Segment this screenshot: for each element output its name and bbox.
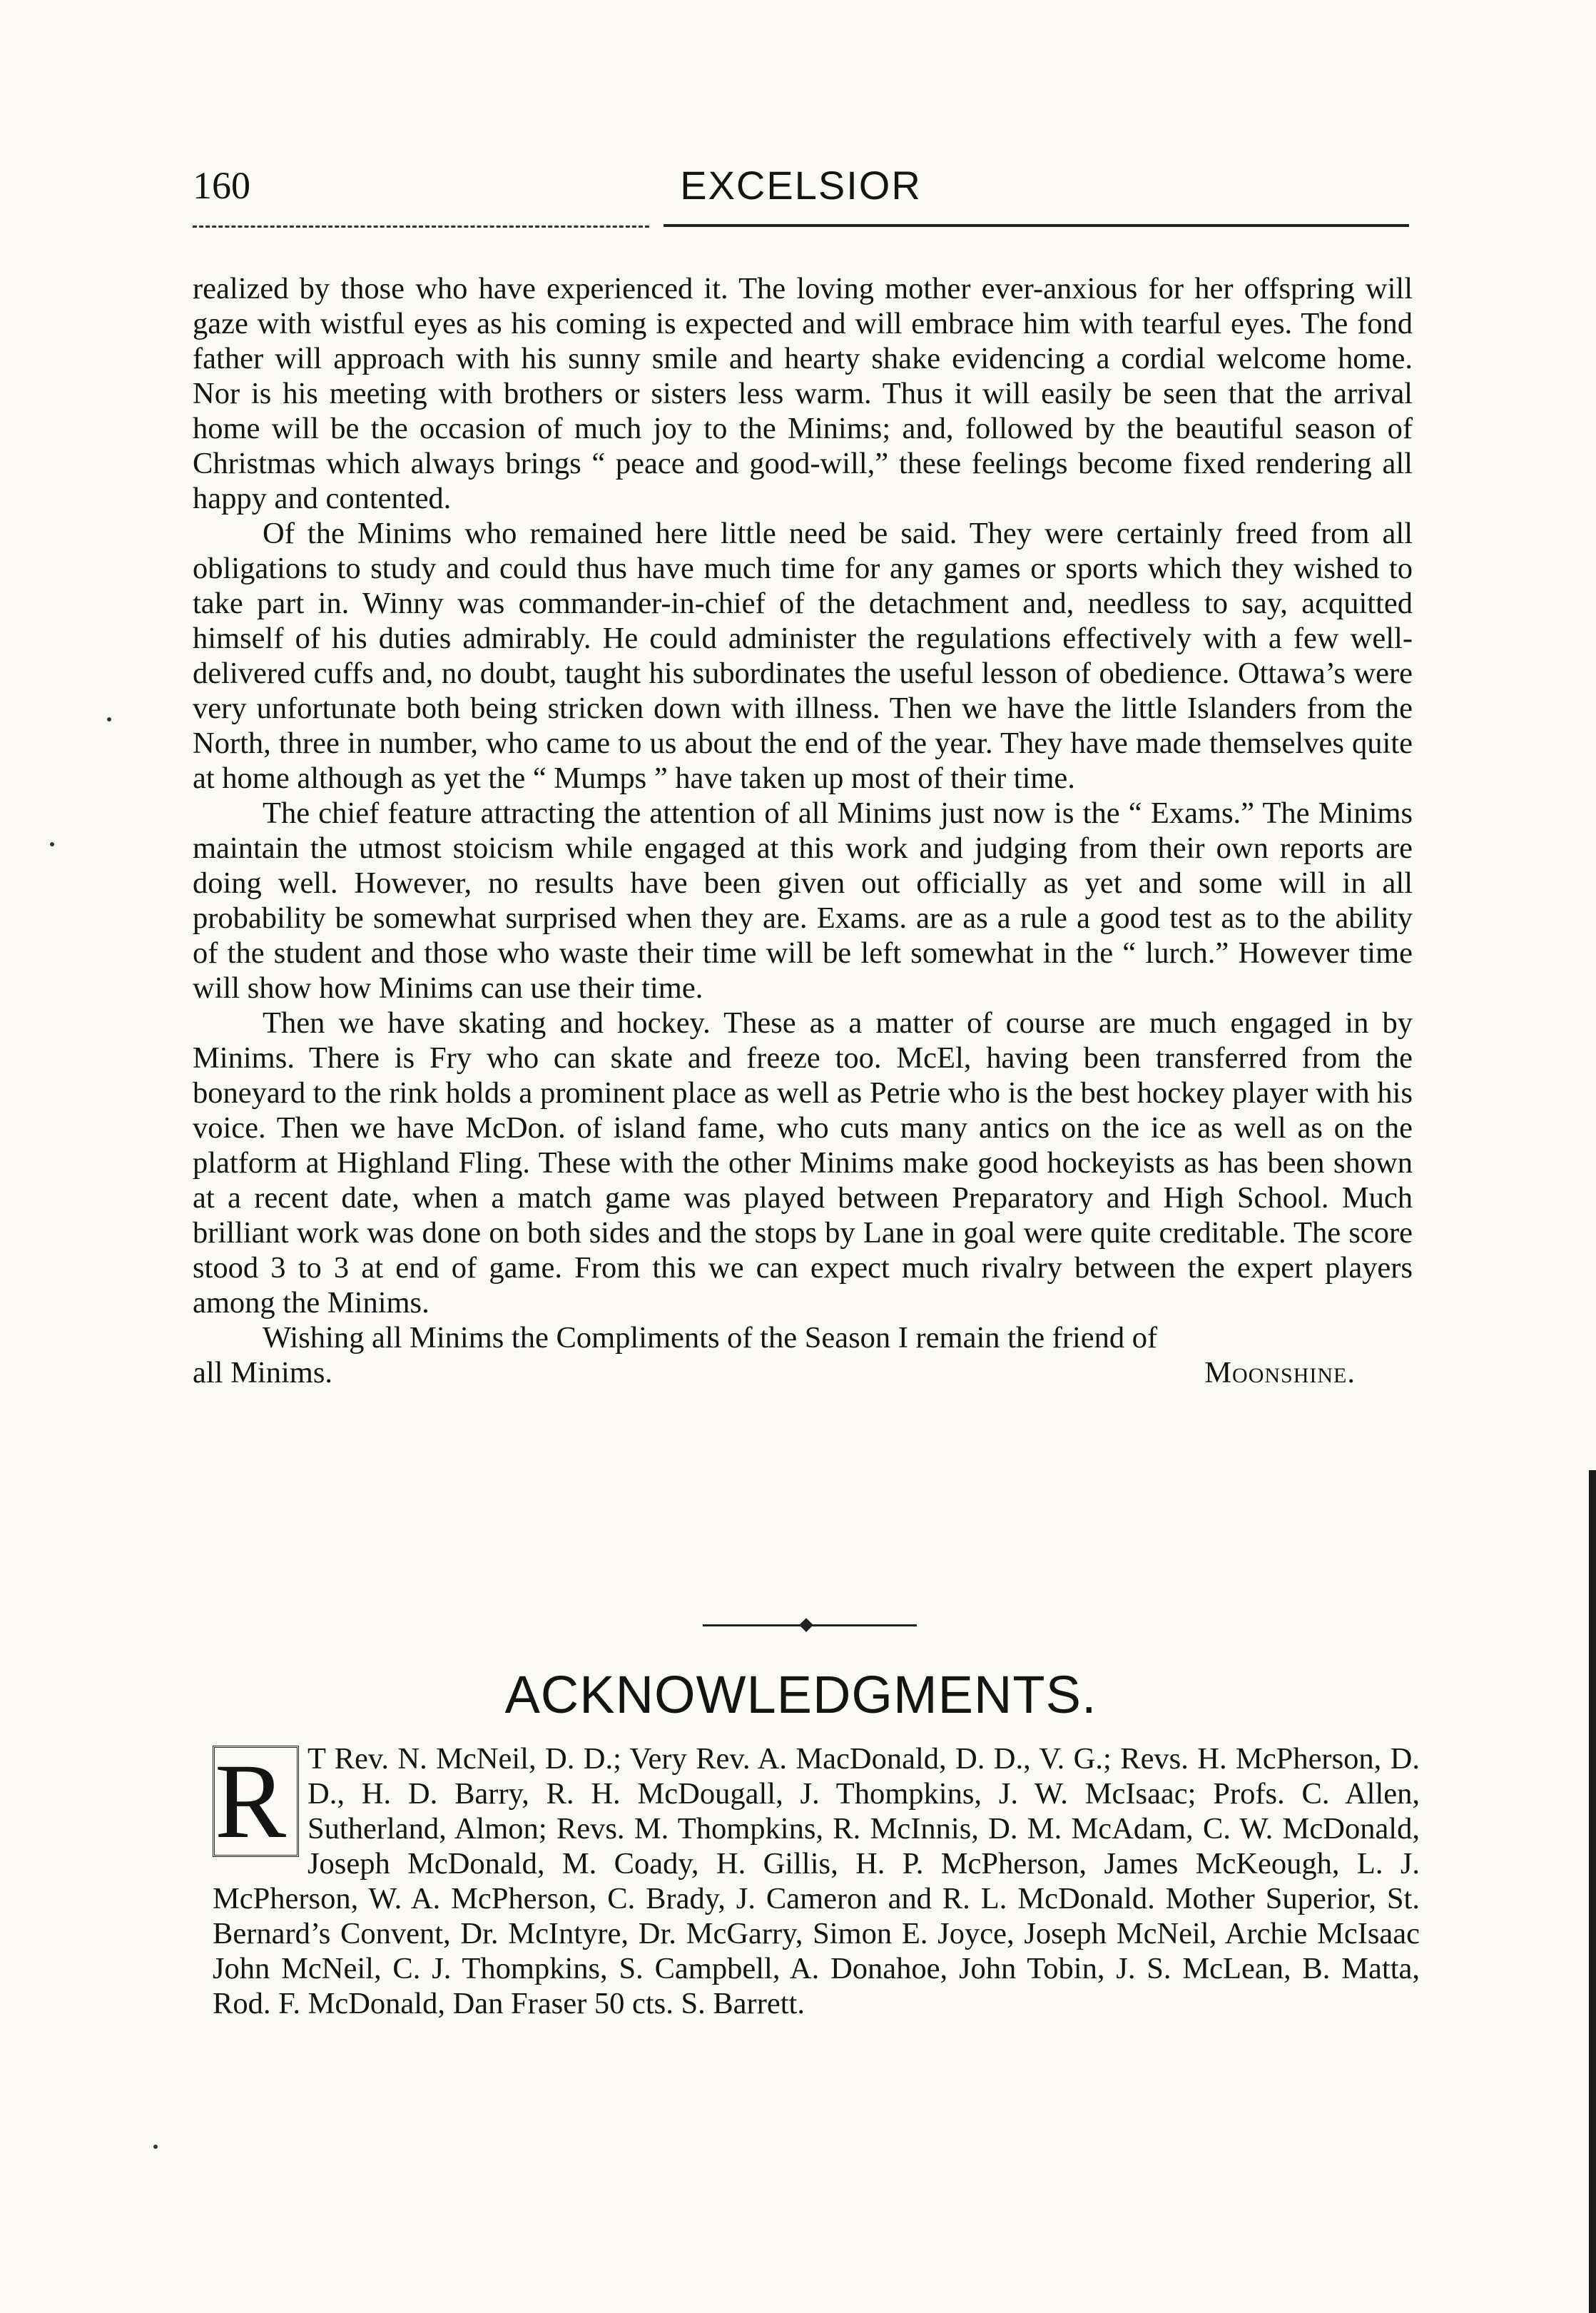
scan-edge-bar	[1589, 1470, 1596, 2313]
paragraph: Of the Minims who remained here little need be said. They were certainly freed from all obligations to study and could thus have much time for any games or sports which they wished to take part in. Winny was commander-in-chief of the detachment and, needless to say, acquitted himself of his duties admirably. He could administer the regulations effectively with a few well-delivered cuffs and, no doubt, taught his subordinates the useful lesson of obedience. Ottawa’s were very unfortunate both being stricken down with illness. Then we have the little Islanders from the North, three in number, who came to us about the end of the year. They have made themselves quite at home although as yet the “ Mumps ” have taken up most of their time.	[193, 517, 1413, 795]
acknowledgments-body	[213, 1741, 1420, 2021]
running-title: EXCELSIOR	[680, 163, 922, 208]
article-body	[193, 271, 1413, 1390]
closing-text: all Minims.	[193, 1356, 332, 1390]
signature: Moonshine.	[1204, 1356, 1356, 1390]
paragraph: realized by those who have experienced it. The loving mother ever-anxious for her offspring will gaze with wistful eyes as his coming is expected and will embrace him with tearful eyes. The fond father will approach with his sunny smile and hearty shake evidencing a cordial welcome home. Nor is his meeting with brothers or sisters less warm. Thus it will easily be seen that the arrival home will be the occasion of much joy to the Minims; and, followed by the beautiful season of Christmas which always brings “ peace and good-will,” these feelings become fixed rendering all happy and contented.	[193, 272, 1413, 515]
drop-cap: R	[213, 1746, 299, 1857]
header-rule	[664, 224, 1409, 227]
scan-speck	[153, 2145, 158, 2149]
paragraph: Wishing all Minims the Compliments of the Season I remain the friend of	[263, 1321, 1158, 1355]
paragraph: Then we have skating and hockey. These as a matter of course are much engaged in by Minims. There is Fry who can skate and freeze too. McEl, having been transferred from the boneyard to the rink holds a prominent place as well as Petrie who is the best hockey player with his voice. Then we have McDon. of island fame, who cuts many antics on the ice as well as on the platform at Highland Fling. These with the other Minims make good hockeyists as has been shown at a recent date, when a match game was played between Preparatory and High School. Much brilliant work was done on both sides and the stops by Lane in goal were quite creditable. The score stood 3 to 3 at end of game. From this we can expect much rivalry between the expert players among the Minims.	[193, 1006, 1413, 1320]
acknowledgments-text: T Rev. N. McNeil, D. D.; Very Rev. A. MacDonald, D. D., V. G.; Revs. H. McPherson, D. D., H. D. Barry, R. H. McDougall, J. Thompkins, J. W. McIsaac; Profs. C. Allen, Sutherland, Almon; Revs. M. Thompkins, R. McInnis, D. M. McAdam, C. W. McDonald, Joseph McDonald, M. Coady, H. Gillis, H. P. McPherson, James McKeough, L. J. McPherson, W. A. McPherson, C. Brady, J. Cameron and R. L. McDonald. Mother Superior, St. Bernard’s Convent, Dr. McIntyre, Dr. McGarry, Simon E. Joyce, Joseph McNeil, Archie McIsaac John McNeil, C. J. Thompkins, S. Campbell, A. Donahoe, John Tobin, J. S. McLean, B. Matta, Rod. F. McDonald, Dan Fraser 50 cts. S. Barrett.	[213, 1742, 1420, 2020]
section-divider	[703, 1620, 917, 1630]
scan-speck	[50, 842, 54, 846]
section-heading: ACKNOWLEDGMENTS.	[504, 1665, 1097, 1724]
page-header	[193, 164, 1409, 214]
header-rule-dashed	[193, 226, 649, 228]
closing-line	[193, 1355, 1413, 1390]
paragraph: The chief feature attracting the attention of all Minims just now is the “ Exams.” The Minims maintain the utmost stoicism while engaged at this work and judging from their own reports are doing well. However, no results have been given out officially as yet and some will in all probability be somewhat surprised when they are. Exams. are as a rule a good test as to the ability of the student and those who waste their time will be left somewhat in the “ lurch.” However time will show how Minims can use their time.	[193, 796, 1413, 1005]
scan-speck	[107, 717, 111, 722]
diamond-ornament-icon	[799, 1618, 813, 1632]
page-number: 160	[193, 164, 250, 207]
